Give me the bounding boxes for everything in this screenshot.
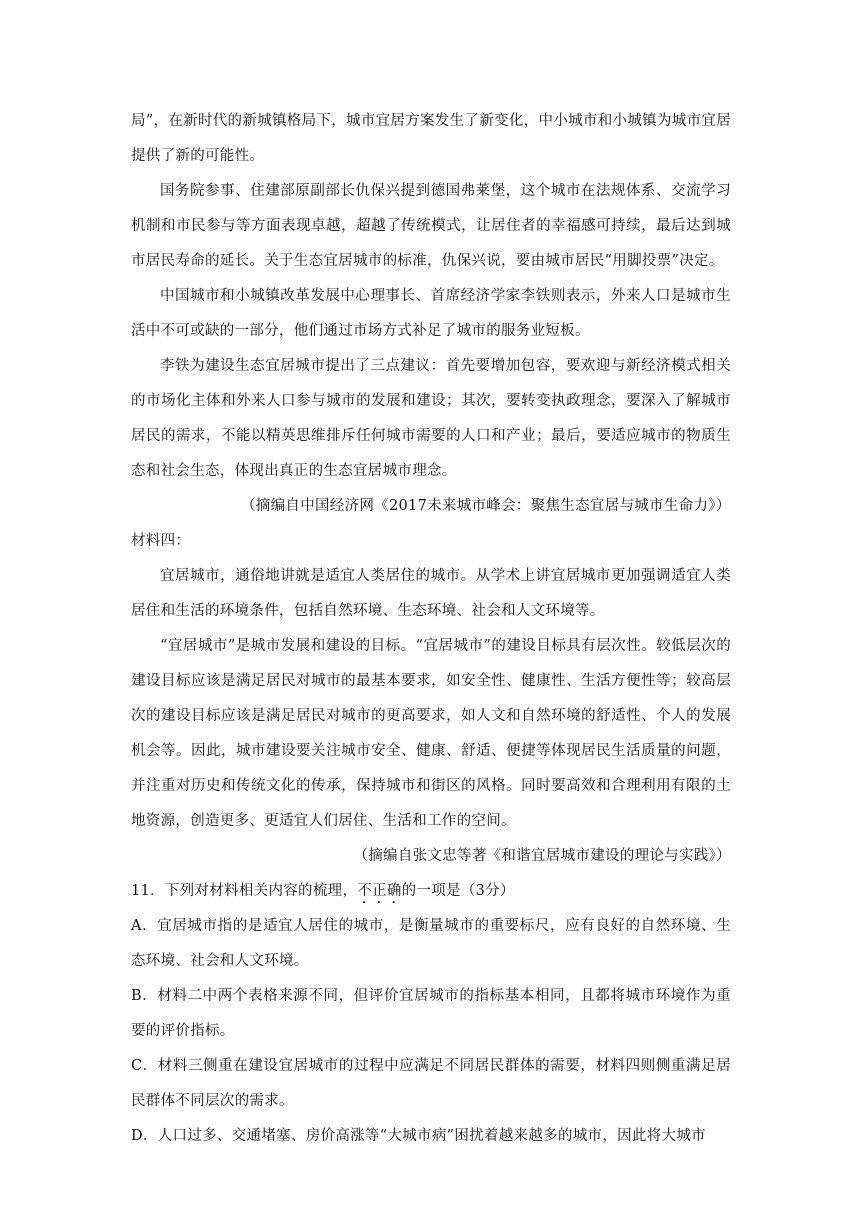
option-b: B．材料二中两个表格来源不同，但评价宜居城市的指标基本相同，且都将城市环境作为重要的评价指标。 — [131, 988, 731, 1039]
paragraph-3: 中国城市和小城镇改革发展中心理事长、首席经济学家李铁则表示，外来人口是城市生活中不可或缺的一部分，他们通过市场方式补足了城市的服务业短板。 — [131, 288, 731, 339]
option-a: A．宜居城市指的是适宜人居住的城市，是衡量城市的重要标尺，应有良好的自然环境、生态环境、社会和人文环境。 — [131, 918, 731, 969]
paragraph-5: 宜居城市，通俗地讲就是适宜人类居住的城市。从学术上讲宜居城市更加强调适宜人类居住和生活的环境条件，包括自然环境、生态环境、社会和人文环境等。 — [131, 568, 731, 619]
paragraph-4: 李铁为建设生态宜居城市提出了三点建议：首先要增加包容，要欢迎与新经济模式相关的市场化主体和外来人口参与城市的发展和建设；其次，要转变执政理念，要深入了解城市居民的需求，不能以精英思维排斥任何城市需要的人口和产业；最后，要适应城市的物质生态和社会生态，体现出真正的生态宜居城市理念。 — [131, 358, 731, 479]
option-d: D．人口过多、交通堵塞、房价高涨等“大城市病”困扰着越来越多的城市，因此将大城市 — [131, 1128, 706, 1144]
paragraph-1: 局”，在新时代的新城镇格局下，城市宜居方案发生了新变化，中小城市和小城镇为城市宜居提供了新的可能性。 — [131, 113, 731, 164]
option-c: C．材料三侧重在建设宜居城市的过程中应满足不同居民群体的需要，材料四则侧重满足居民群体不同层次的需求。 — [131, 1058, 731, 1109]
question-prefix: 11．下列对材料相关内容的梳理， — [131, 883, 358, 899]
question-11-stem — [131, 874, 731, 909]
paragraph-2: 国务院参事、住建部原副部长仇保兴提到德国弗莱堡，这个城市在法规体系、交流学习机制和市民参与等方面表现卓越，超越了传统模式，让居住者的幸福感可持续，最后达到城市居民寿命的延长。关于生态宜居城市的标准，仇保兴说，要由城市居民“用脚投票”决定。 — [131, 183, 731, 269]
document-body — [131, 104, 731, 1154]
source-citation-material-4: （摘编自张文忠等著《和谐宜居城市建设的理论与实践》） — [353, 848, 731, 864]
material-4-label: 材料四： — [131, 533, 191, 549]
source-citation-material-3: （摘编自中国经济网《2017未来城市峰会：聚焦生态宜居与城市生命力》） — [241, 498, 731, 514]
question-suffix: 的一项是（3分） — [401, 883, 515, 899]
question-emphasis: 不正确 — [357, 883, 402, 899]
paragraph-6: “宜居城市”是城市发展和建设的目标。“宜居城市”的建设目标具有层次性。较低层次的建设目标应该是满足居民对城市的最基本要求，如安全性、健康性、生活方便性等；较高层次的建设目标应该是满足居民对城市的更高要求，如人文和自然环境的舒适性、个人的发展机会等。因此，城市建设要关注城市安全、健康、舒适、便捷等体现居民生活质量的问题，并注重对历史和传统文化的传承，保持城市和街区的风格。同时要高效和合理利用有限的土地资源，创造更多、更适宜人们居住、生活和工作的空间。 — [131, 638, 731, 829]
